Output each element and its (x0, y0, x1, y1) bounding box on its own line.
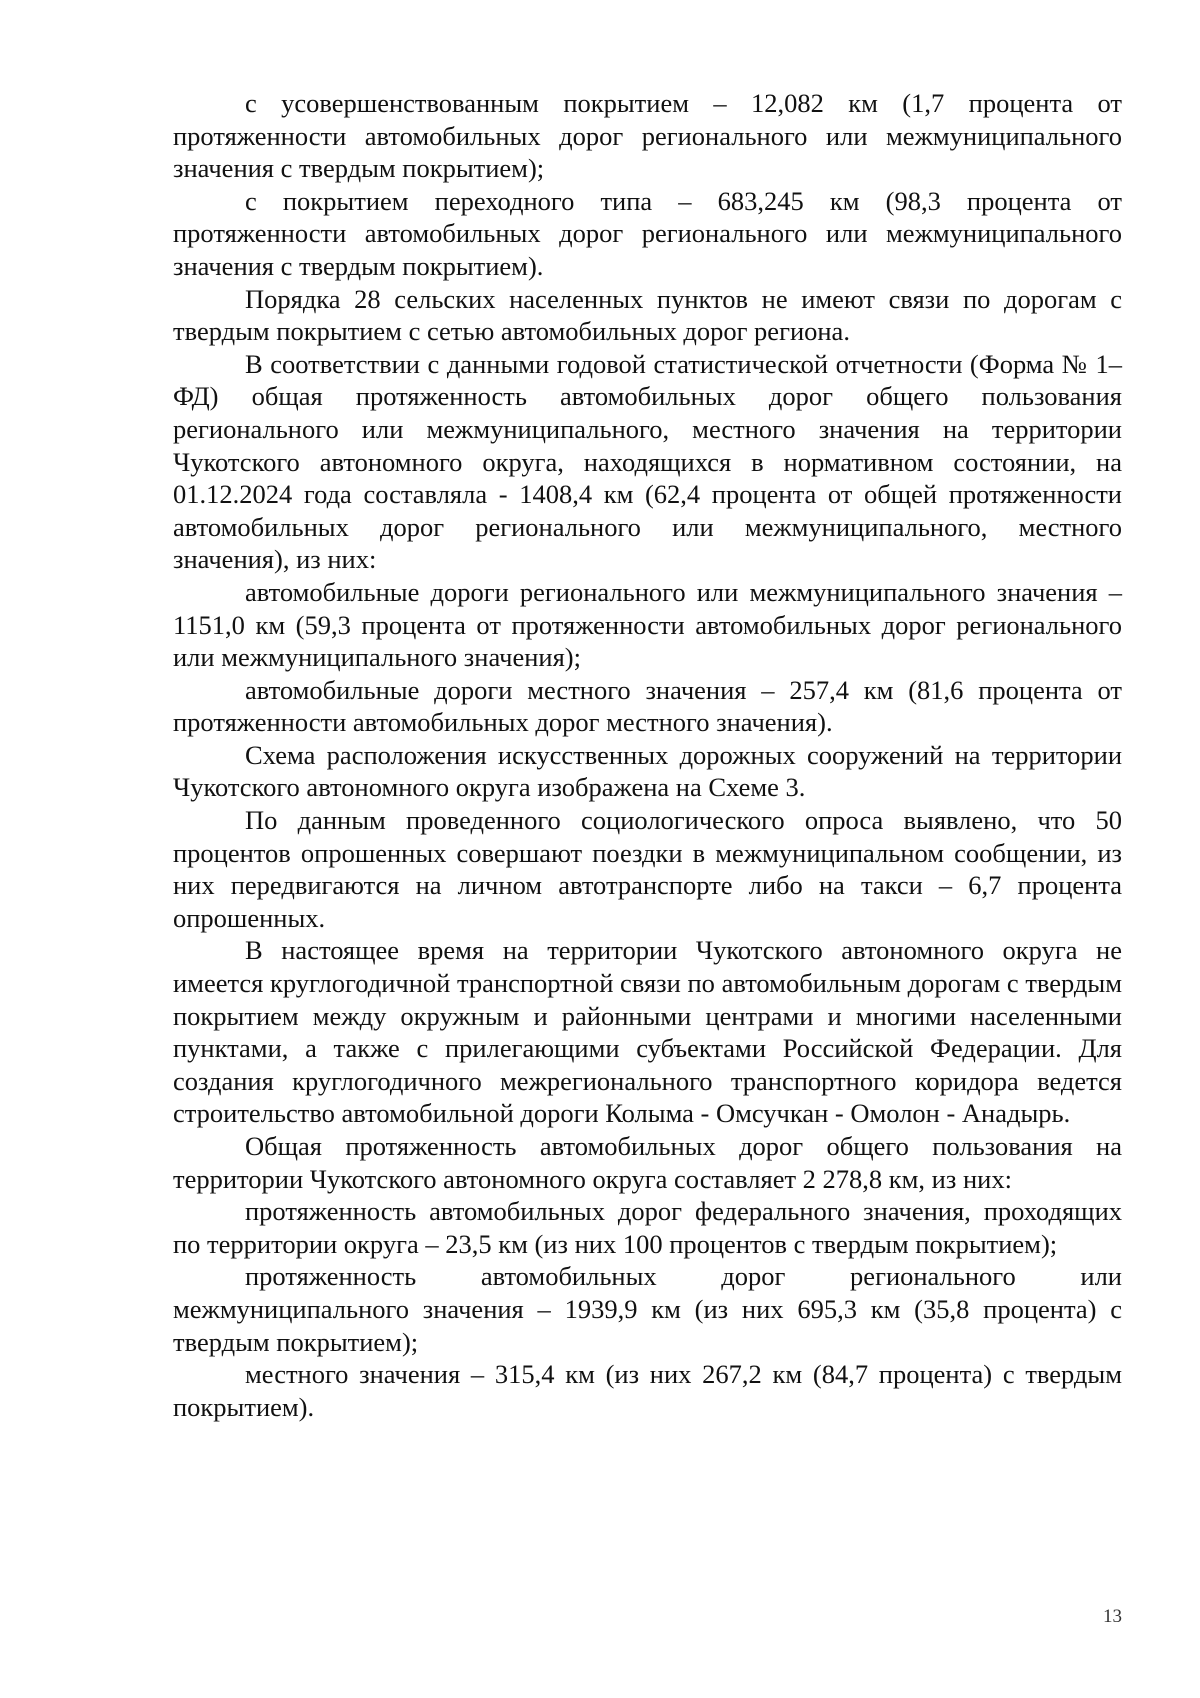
paragraph-rural-settlements: Порядка 28 сельских населенных пунктов не имеют связи по дорогам с твердым покрытием с сетью автомобильных дорог региона. (173, 283, 1122, 347)
paragraph-improved-surface: с усовершенствованным покрытием – 12,082 км (1,7 процента от протяженности автомобильных дорог регионального или межмуниципального значения с твердым покрытием); (173, 88, 1122, 184)
paragraph-transitional-surface: с покрытием переходного типа – 683,245 км (98,3 процента от протяженности автомобильных дорог регионального или межмуниципального значения с твердым покрытием). (173, 185, 1122, 281)
paragraph-local-length: местного значения – 315,4 км (из них 267,2 км (84,7 процента) с твердым покрытием). (173, 1359, 1122, 1422)
page-number: 13 (1103, 1606, 1122, 1627)
paragraph-regional-length: протяженность автомобильных дорог регионального или межмуниципального значения – 1939,9 км (из них 695,3 км (35,8 процента) с твердым покрытием); (173, 1261, 1122, 1357)
paragraph-survey: По данным проведенного социологического опроса выявлено, что 50 процентов опрошенных совершают поездки в межмуниципальном сообщении, из них передвигаются на личном автотранспорте либо на такси – 6,7 процента опрошенных. (173, 805, 1122, 933)
paragraph-year-round-connection: В настоящее время на территории Чукотского автономного округа не имеется круглогодичной транспортной связи по автомобильным дорогам с твердым покрытием между окружным и районными центрами и многими населенными пунктами, а также с прилегающими субъектами Российской Федерации. Для создания круглогодичного межрегионального транспортного коридора ведется строительство автомобильной дороги Колыма - Омсучкан - Омолон - Анадырь. (173, 935, 1122, 1129)
paragraph-federal-roads: протяженность автомобильных дорог федерального значения, проходящих по территории округа – 23,5 км (из них 100 процентов с твердым покрытием); (173, 1196, 1122, 1259)
paragraph-statistical-report: В соответствии с данными годовой статистической отчетности (Форма № 1–ФД) общая протяженность автомобильных дорог общего пользования регионального или межмуниципального, местного значения на территории Чукотского автономного округа, находящихся в нормативном состоянии, на 01.12.2024 года составляла - 1408,4 км (62,4 процента от общей протяженности автомобильных дорог регионального или межмуниципального, местного значения), из них: (173, 348, 1122, 575)
paragraph-scheme-reference: Схема расположения искусственных дорожных сооружений на территории Чукотского автономного округа изображена на Схеме 3. (173, 739, 1122, 803)
paragraph-total-length: Общая протяженность автомобильных дорог общего пользования на территории Чукотского автономного округа составляет 2 278,8 км, из них: (173, 1131, 1122, 1194)
document-body (173, 87, 1122, 1423)
paragraph-local-roads: автомобильные дороги местного значения – 257,4 км (81,6 процента от протяженности автомобильных дорог местного значения). (173, 674, 1122, 738)
paragraph-regional-roads: автомобильные дороги регионального или межмуниципального значения – 1151,0 км (59,3 процента от протяженности автомобильных дорог регионального или межмуниципального значения); (173, 576, 1122, 673)
